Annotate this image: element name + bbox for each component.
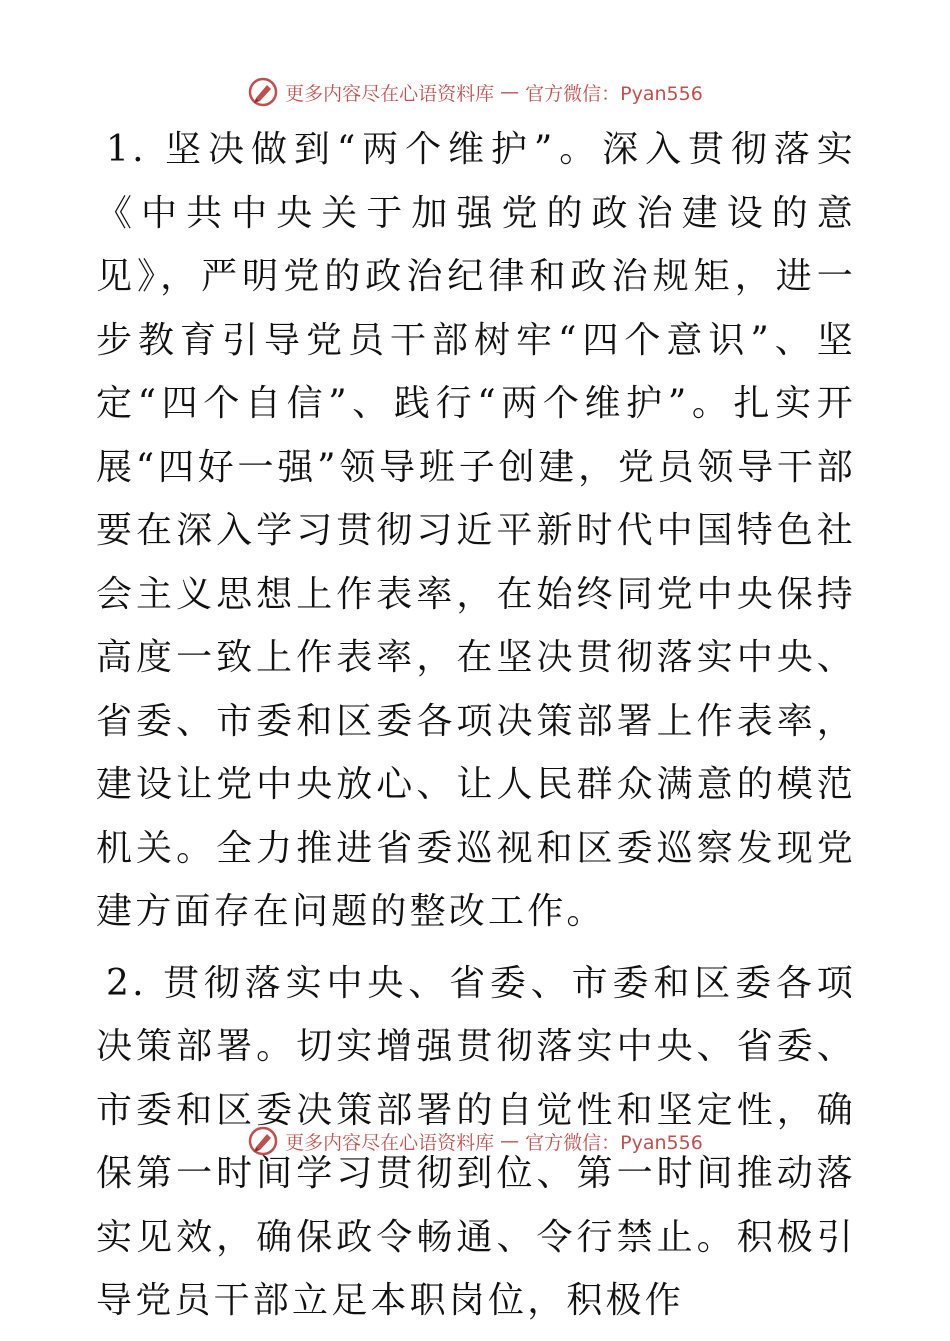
header-watermark	[0, 76, 950, 108]
watermark-separator: —	[500, 1130, 520, 1152]
pen-logo-icon	[247, 1125, 279, 1157]
pen-logo-icon	[247, 76, 279, 108]
paragraph-1	[96, 118, 856, 944]
watermark-text: 更多内容尽在心语资料库	[285, 1131, 495, 1154]
paragraph-number: 2.	[106, 962, 147, 1004]
watermark-text: 更多内容尽在心语资料库	[285, 82, 495, 105]
paragraph-number: 1.	[106, 129, 147, 170]
paragraph-text: 贯彻落实中央、省委、市委和区委各项决策部署。切实增强贯彻落实中央、省委、市委和区委决策部署的自觉性和坚定性，确保第一时间学习贯彻到位、第一时间推动落实见效，确保政令畅通、令行禁止。积极引导党员干部立足本职岗位，积极作	[96, 962, 856, 1321]
paragraph-text: 坚决做到“两个维护”。深入贯彻落实《中共中央关于加强党的政治建设的意见》，严明党的政治纪律和政治规矩，进一步教育引导党员干部树牢“四个意识”、坚定“四个自信”、践行“两个维护”。扎实开展“四好一强”领导班子创建，党员领导干部要在深入学习贯彻习近平新时代中国特色社会主义思想上作表率，在始终同党中央保持高度一致上作表率，在坚决贯彻落实中央、省委、市委和区委各项决策部署上作表率，建设让党中央放心、让人民群众满意的模范机关。全力推进省委巡视和区委巡察发现党建方面存在问题的整改工作。	[96, 129, 856, 932]
watermark-suffix: 官方微信：Pyan556	[525, 82, 703, 105]
watermark-separator: —	[500, 81, 520, 103]
document-body	[96, 118, 856, 1341]
footer-watermark	[0, 1125, 950, 1157]
watermark-suffix: 官方微信：Pyan556	[525, 1131, 703, 1154]
